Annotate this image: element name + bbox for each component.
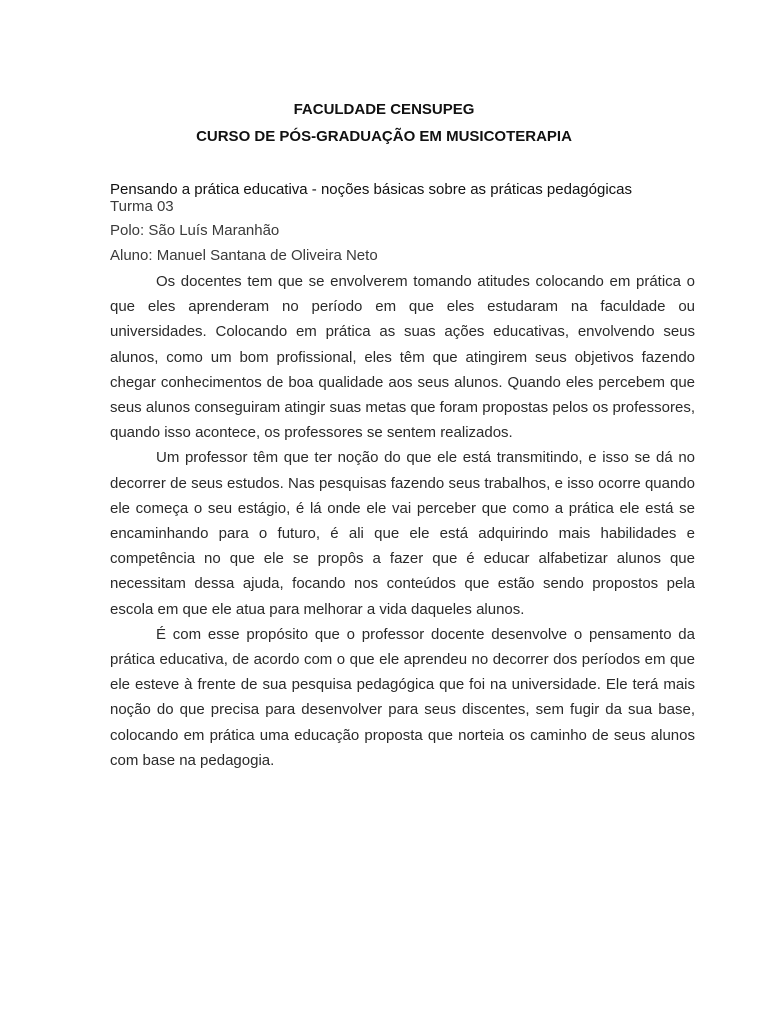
student-info: Aluno: Manuel Santana de Oliveira Neto xyxy=(110,247,378,264)
document-topic: Pensando a prática educativa - noções básicas sobre as práticas pedagógicas xyxy=(110,181,632,198)
campus-info: Polo: São Luís Maranhão xyxy=(110,222,280,239)
course-title: CURSO DE PÓS-GRADUAÇÃO EM MUSICOTERAPIA xyxy=(196,128,572,145)
body-paragraph: Os docentes tem que se envolverem tomando atitudes colocando em prática o que eles aprenderam no período em que eles estudaram na faculdade ou universidades. Colocando em prática as suas ações educativas, envolvendo seus alunos, como um bom profissional, eles têm que atingirem seus objetivos fazendo chegar conhecimentos de boa qualidade aos seus alunos. Quando eles percebem que seus alunos conseguiram atingir suas metas que foram propostas pelos os professores, quando isso acontece, os professores se sentem realizados. xyxy=(110,273,695,442)
institution-title: FACULDADE CENSUPEG xyxy=(293,101,475,118)
class-info: Turma 03 xyxy=(110,198,174,215)
document-body xyxy=(110,269,695,773)
body-paragraph: Um professor têm que ter noção do que ele está transmitindo, e isso se dá no decorrer de seus estudos. Nas pesquisas fazendo seus trabalhos, e isso ocorre quando ele começa o seu estágio, é lá onde ele vai perceber que como a prática ele está se encaminhando para o futuro, é ali que ele está adquirindo mais habilidades e competência no que ele se propôs a fazer que é educar alfabetizar alunos que necessitam dessa ajuda, focando nos conteúdos que estão sendo propostos pela escola em que ele atua para melhorar a vida daqueles alunos. xyxy=(110,449,695,618)
body-paragraph: É com esse propósito que o professor docente desenvolve o pensamento da prática educativa, de acordo com o que ele aprendeu no decorrer dos períodos em que ele esteve à frente de sua pesquisa pedagógica que foi na universidade. Ele terá mais noção do que precisa para desenvolver para seus discentes, sem fugir da sua base, colocando em prática uma educação proposta que norteia os caminho de seus alunos com base na pedagogia. xyxy=(110,625,695,769)
